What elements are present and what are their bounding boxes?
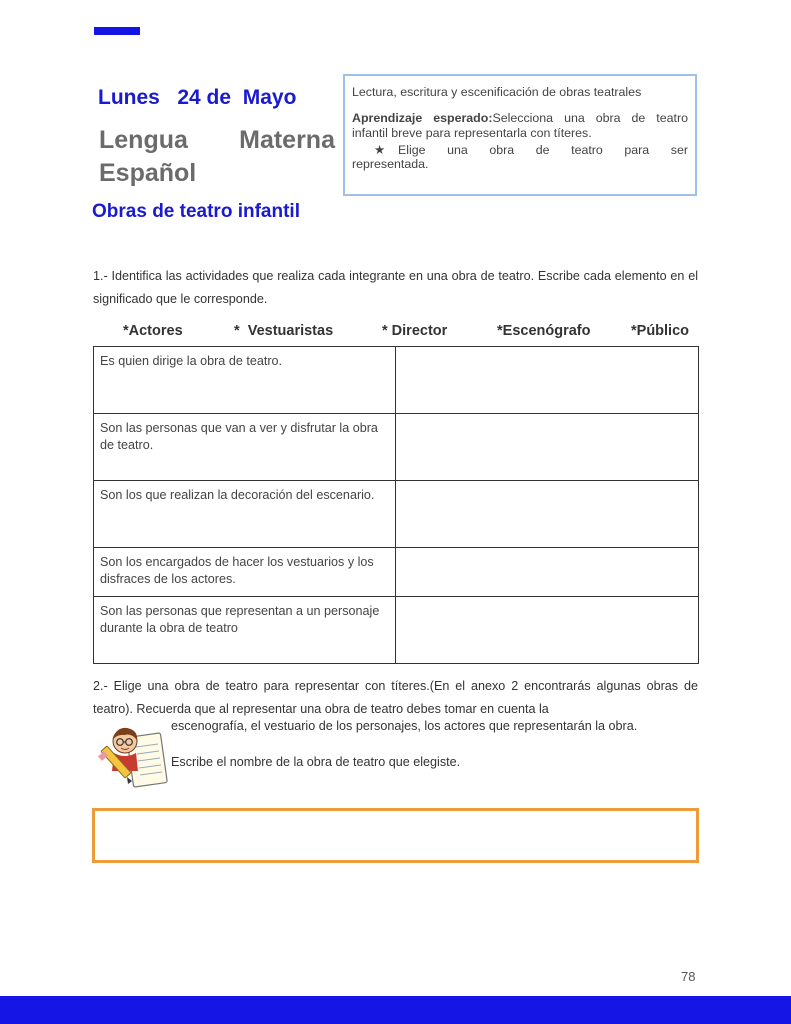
definition-cell: Es quien dirige la obra de teatro. [94,347,396,414]
topic-text: Lectura, escritura y escenificación de obras teatrales [352,85,642,99]
question-2-instruction: Escribe el nombre de la obra de teatro que elegiste. [171,755,461,769]
star-icon: ★ [374,143,386,157]
page-number: 78 [681,969,696,984]
bottom-bar [0,996,791,1024]
table-row [94,347,699,414]
expected-learning [352,111,688,141]
option-actores: *Actores [123,323,183,339]
option-vestuaristas: * Vestuaristas [234,323,334,339]
answer-cell[interactable] [396,414,699,481]
learning-info-box [343,74,697,196]
table-row [94,414,699,481]
options-list [93,323,698,343]
expected-text: Selecciona una obra de teatro infantil breve para representarla con títeres. [352,111,688,140]
subject-word-materna: Materna [239,126,335,154]
date-heading: Lunes 24 de Mayo [98,86,297,109]
table-row [94,481,699,548]
definition-cell: Son los que realizan la decoración del escenario. [94,481,396,548]
definition-cell: Son los encargados de hacer los vestuarios y los disfraces de los actores. [94,548,396,597]
question-1-text: 1.- Identifica las actividades que realiza cada integrante en una obra de teatro. Escribe cada elemento en el significado que le corresponde. [93,269,698,306]
child-writing-illustration [94,725,168,791]
question-2-text-continued: escenografía, el vestuario de los personajes, los actores que representarán la obra. [171,719,638,733]
option-director: * Director [382,323,448,339]
definition-cell: Son las personas que representan a un personaje durante la obra de teatro [94,597,396,664]
expected-label: Aprendizaje esperado: [352,111,493,125]
question-2-text: 2.- Elige una obra de teatro para representar con títeres.(En el anexo 2 encontrarás algunas obras de teatro). Recuerda que al representar una obra de teatro debes tomar en cuenta la [93,679,698,716]
section-title: Obras de teatro infantil [92,201,300,222]
bullet-text-line2: representada. [352,157,429,171]
table-row [94,548,699,597]
definition-cell: Son las personas que van a ver y disfrutar la obra de teatro. [94,414,396,481]
option-escenografo: *Escenógrafo [497,323,591,339]
subject-word-espanol: Español [99,159,197,187]
answer-cell[interactable] [396,481,699,548]
answer-cell[interactable] [396,548,699,597]
answer-box[interactable] [92,808,699,863]
table-row [94,597,699,664]
bullet-text-line1: Elige una obra de teatro para ser [398,143,688,157]
option-publico: *Público [631,323,690,339]
matching-table [93,346,699,664]
bullet-item [352,143,688,157]
top-accent-bar [94,27,140,35]
subject-word-lengua: Lengua [99,126,188,154]
answer-cell[interactable] [396,597,699,664]
answer-cell[interactable] [396,347,699,414]
subject-title [99,124,335,190]
